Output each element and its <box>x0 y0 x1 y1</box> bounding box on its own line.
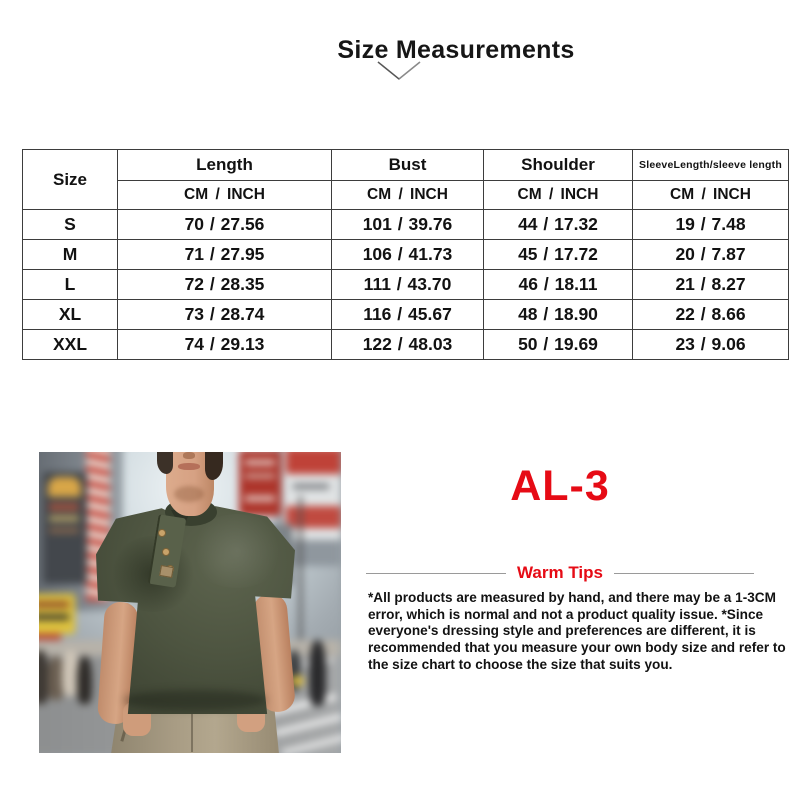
bust-cell: 111 / 43.70 <box>332 270 484 300</box>
product-photo <box>39 452 341 753</box>
billboard-text-line <box>245 460 275 465</box>
table-row <box>23 270 789 300</box>
unit-label: CM / INCH <box>633 181 789 210</box>
length-cell: 70 / 27.56 <box>118 210 332 240</box>
chin-shadow <box>174 486 204 502</box>
billboard-red-band <box>286 506 341 528</box>
unit-label: CM / INCH <box>118 181 332 210</box>
column-header-length: Length <box>118 150 332 181</box>
size-cell: XXL <box>23 330 118 360</box>
divider-line <box>614 573 754 574</box>
length-cell: 74 / 29.13 <box>118 330 332 360</box>
bust-cell: 106 / 41.73 <box>332 240 484 270</box>
billboard-text-line <box>49 516 79 521</box>
lips <box>178 463 200 470</box>
billboard-arch <box>48 477 81 497</box>
column-header-shoulder: Shoulder <box>484 150 633 181</box>
placket-bottom-tab <box>159 565 174 578</box>
yellow-sign-text <box>39 602 69 607</box>
column-header-bust: Bust <box>332 150 484 181</box>
shirt-button <box>162 548 170 556</box>
warm-tips-text: *All products are measured by hand, and there may be a 1-3CM error, which is normal and not a product quality issue. *Since everyone's dressing style and preferences are different, it is recommended that you measure your own body size and refer to the size chart to choose the size that suits you. <box>368 590 786 672</box>
size-measurements-table <box>22 149 789 360</box>
length-cell: 73 / 28.74 <box>118 300 332 330</box>
shoulder-cell: 45 / 17.72 <box>484 240 633 270</box>
size-cell: L <box>23 270 118 300</box>
billboard-text-line <box>245 496 275 501</box>
sleeve-cell: 23 / 9.06 <box>633 330 789 360</box>
warm-tips-label: Warm Tips <box>517 563 603 582</box>
hair <box>157 452 173 474</box>
pedestrian <box>77 656 92 704</box>
divider-line <box>366 573 506 574</box>
unit-label: CM / INCH <box>484 181 633 210</box>
bust-cell: 122 / 48.03 <box>332 330 484 360</box>
sleeve-cell: 21 / 8.27 <box>633 270 789 300</box>
table-header <box>23 150 789 210</box>
billboard-red-band <box>286 452 341 474</box>
size-cell: XL <box>23 300 118 330</box>
bust-cell: 116 / 45.67 <box>332 300 484 330</box>
table-row <box>23 330 789 360</box>
table-row <box>23 210 789 240</box>
table-row <box>23 300 789 330</box>
yellow-sign-text <box>39 614 69 620</box>
size-cell: M <box>23 240 118 270</box>
unit-label: CM / INCH <box>332 181 484 210</box>
billboard-text-line <box>49 528 79 533</box>
sleeve-cell: 19 / 7.48 <box>633 210 789 240</box>
nose-shadow <box>183 452 195 459</box>
hem-shadow <box>123 690 267 710</box>
size-cell: S <box>23 210 118 240</box>
billboard-text-line <box>293 484 329 489</box>
pants-seam <box>191 712 193 752</box>
chest-highlight <box>189 514 285 588</box>
page-title: Size Measurements <box>337 36 575 64</box>
warm-tips-header <box>350 563 770 583</box>
billboard-text-line <box>49 504 79 510</box>
bust-cell: 101 / 39.76 <box>332 210 484 240</box>
shirt-button <box>158 529 166 537</box>
pedestrian <box>309 640 326 706</box>
column-header-sleeve: SleeveLength/sleeve length <box>633 150 789 181</box>
table-row <box>23 240 789 270</box>
chevron-down-icon <box>376 60 422 82</box>
shoulder-cell: 48 / 18.90 <box>484 300 633 330</box>
model-code: AL-3 <box>510 462 610 510</box>
sleeve-cell: 22 / 8.66 <box>633 300 789 330</box>
billboard-text-line <box>245 474 275 478</box>
shoulder-cell: 46 / 18.11 <box>484 270 633 300</box>
sleeve-cell: 20 / 7.87 <box>633 240 789 270</box>
length-cell: 71 / 27.95 <box>118 240 332 270</box>
length-cell: 72 / 28.35 <box>118 270 332 300</box>
column-header-size: Size <box>23 150 118 210</box>
shoulder-cell: 44 / 17.32 <box>484 210 633 240</box>
shoulder-cell: 50 / 19.69 <box>484 330 633 360</box>
